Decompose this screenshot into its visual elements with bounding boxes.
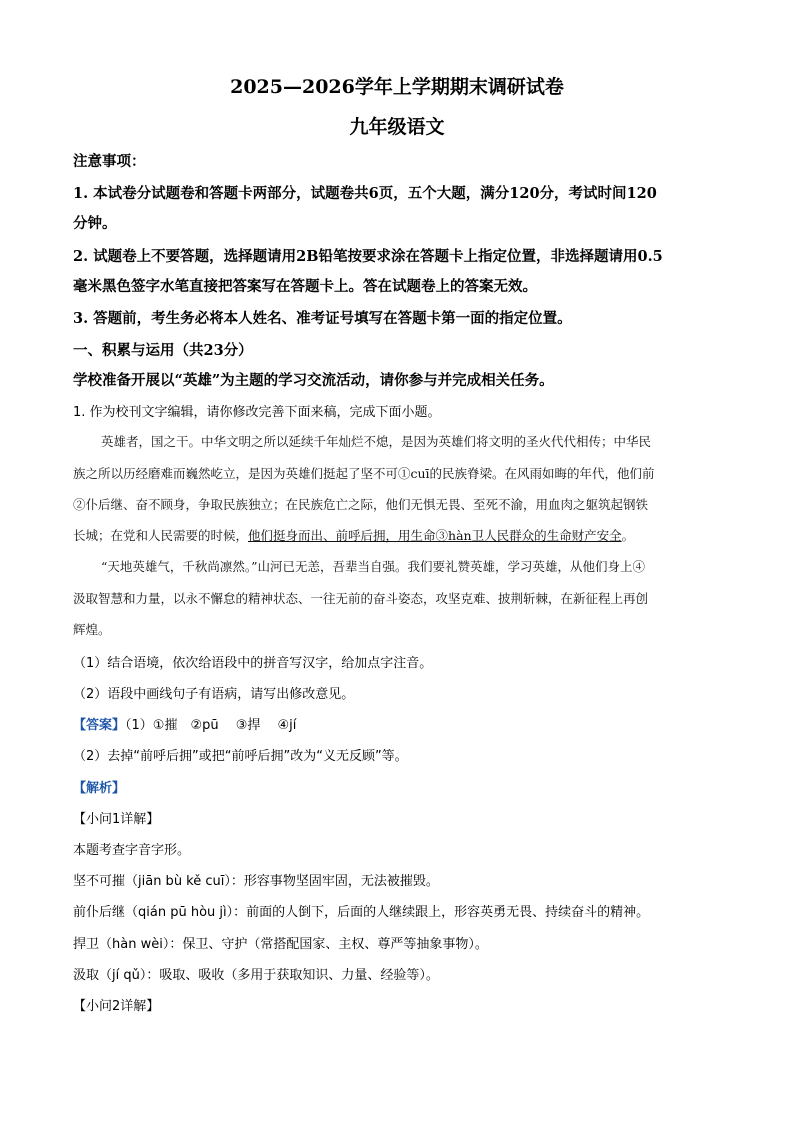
exam-title: 2025—2026学年上学期期末调研试卷 [230,76,564,98]
detail-line: 前仆后继（qián pū hòu jì）：前面的人倒下，后面的人继续跟上，形容英勇无畏、持续奋斗的精神。 [73,905,650,920]
detail-label: 【小问2详解】 [73,999,160,1014]
answer-label: 【答案】 [73,718,126,733]
passage-line: 辉煌。 [73,622,111,637]
passage-line: “天地英雄气，千秋尚凛然。”山河已无恙，吾辈当自强。我们要礼赞英雄，学习英雄，从他们身上④ [101,559,646,574]
detail-line: 本题考查字音字形。 [73,843,191,858]
passage-line: ②仆后继、奋不顾身，争取民族独立；在民族危亡之际，他们无惧无畏、至死不渝，用血肉之躯筑起钢铁 [73,497,649,512]
passage-text: 。 [621,528,635,543]
passage-text: 长城；在党和人民需要的时候， [73,528,249,543]
passage-line [73,526,723,544]
detail-line: 汲取（jí qǔ）：吸取、吸收（多用于获取知识、力量、经验等）。 [73,968,439,983]
section-heading: 一、积累与运用（共23分） [73,342,253,359]
notice-item: 3. 答题前，考生务必将本人姓名、准考证号填写在答题卡第一面的指定位置。 [73,310,572,327]
answer-text: （1）①摧 ②pū ③捍 ④jí [125,718,297,733]
answer-line [73,714,723,733]
detail-line: 坚不可摧（jiān bù kě cuī）：形容事物坚固牢固，无法被摧毁。 [73,874,439,889]
notice-item: 分钟。 [73,215,117,232]
exam-subtitle: 九年级语文 [349,116,445,138]
passage-line: 英雄者，国之干。中华文明之所以延续千年灿烂不熄，是因为英雄们将文明的圣火代代相传；中华民 [101,434,652,449]
analysis-label: 【解析】 [73,781,126,796]
detail-label: 【小问1详解】 [73,812,160,827]
notice-heading: 注意事项： [73,153,146,170]
task-statement: 学校准备开展以“英雄”为主题的学习交流活动，请你参与并完成相关任务。 [73,372,554,389]
sub-question: （1）结合语境，依次给语段中的拼音写汉字，给加点字注音。 [73,656,433,671]
answer-line: （2）去掉“前呼后拥”或把“前呼后拥”改为“义无反顾”等。 [73,749,408,764]
notice-item: 毫米黑色签字水笔直接把答案写在答题卡上。答在试题卷上的答案无效。 [73,278,537,295]
question-stem: 1. 作为校刊文字编辑，请你修改完善下面来稿，完成下面小题。 [73,405,441,420]
detail-line: 捍卫（hàn wèi）：保卫、守护（常搭配国家、主权、尊严等抽象事物）。 [73,937,488,952]
notice-item: 2. 试题卷上不要答题，选择题请用2B铅笔按要求涂在答题卡上指定位置，非选择题请用0.5 [73,248,663,265]
passage-line: 族之所以历经磨难而巍然屹立，是因为英雄们挺起了坚不可①cuī的民族脊梁。在风雨如晦的年代，他们前 [73,466,655,481]
passage-line: 汲取智慧和力量，以永不懈怠的精神状态、一往无前的奋斗姿态，攻坚克难、披荆斩棘，在新征程上再创 [73,591,649,606]
notice-item: 1. 本试卷分试题卷和答题卡两部分，试题卷共6页，五个大题，满分120分，考试时间120 [73,185,657,202]
sub-question: （2）语段中画线句子有语病，请写出修改意见。 [73,687,355,702]
underlined-sentence: 他们挺身而出、前呼后拥，用生命③hàn卫人民群众的生命财产安全 [248,528,622,543]
